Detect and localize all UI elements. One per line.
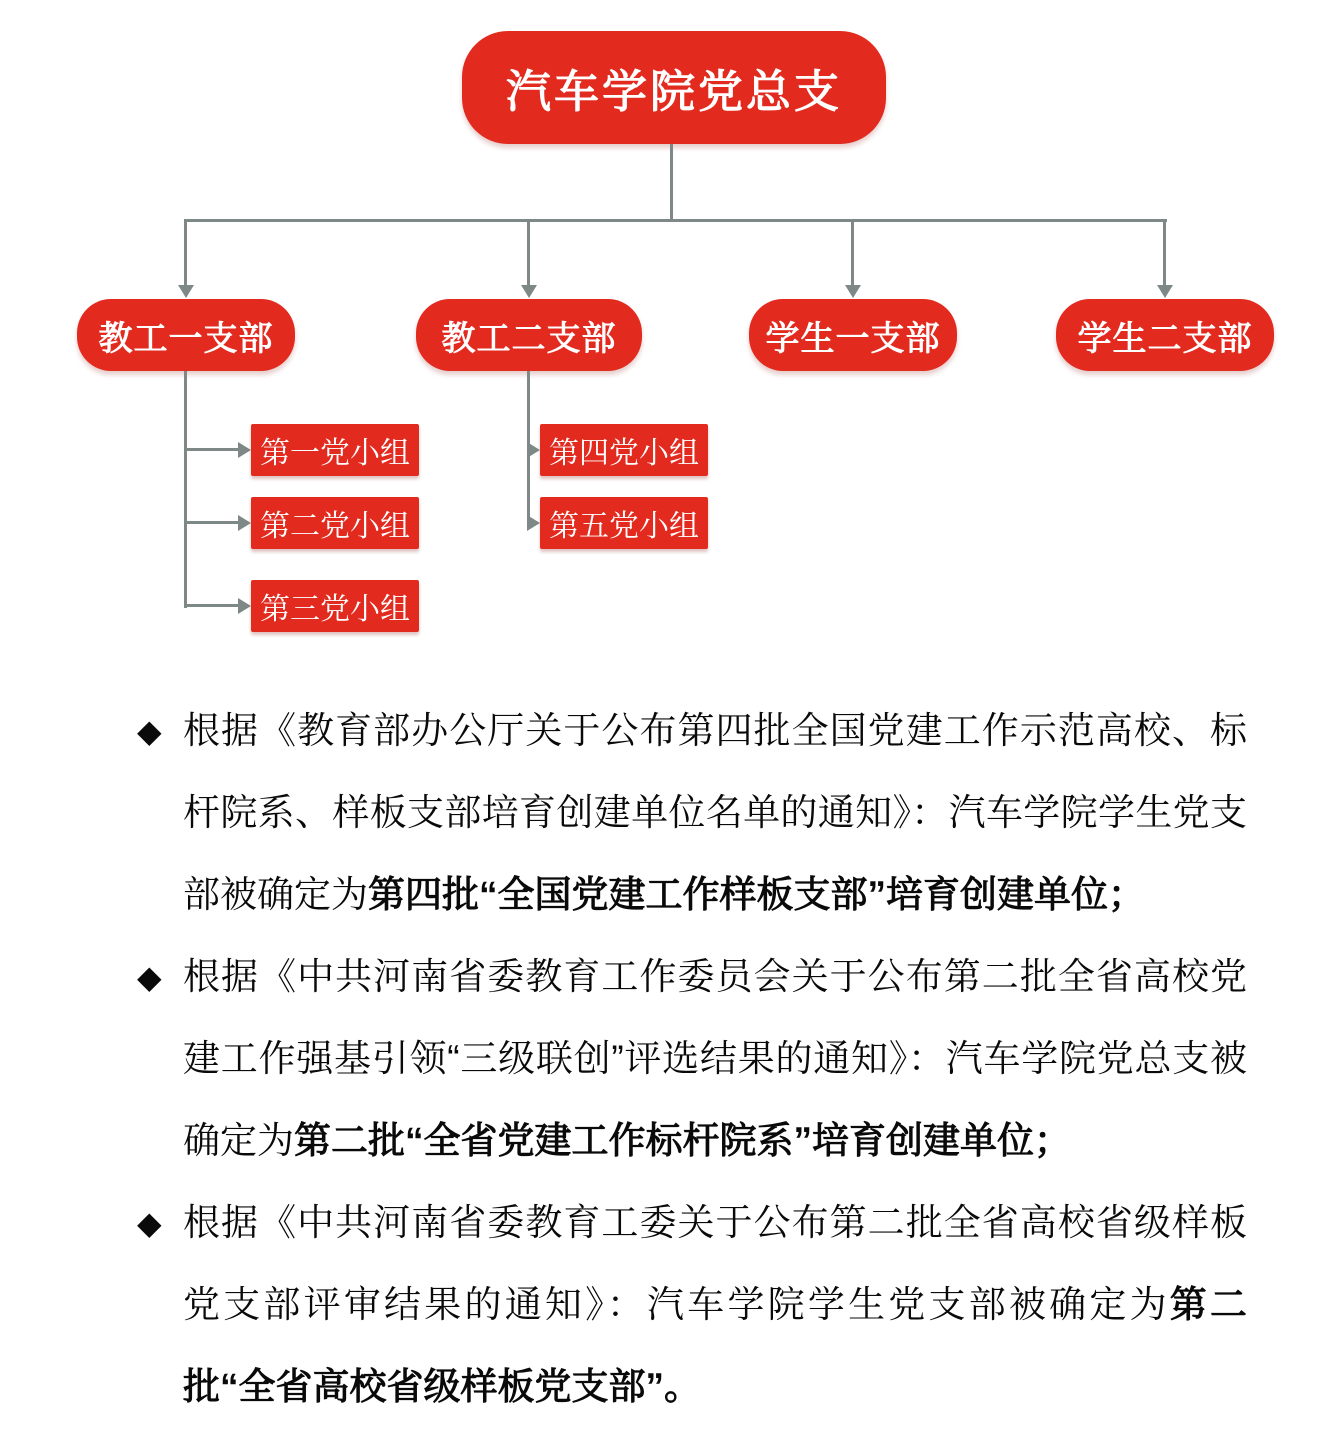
diamond-bullet-icon: ◆ [137,959,162,995]
connector-drop-2 [527,219,530,285]
org-node-branch-4-label: 学生二支部 [1077,319,1253,358]
org-node-branch-1 [77,299,295,371]
connector-branch1-spine [184,371,187,608]
org-node-branch-3 [749,299,957,371]
connector-drop-1 [184,219,187,285]
org-node-group-1 [251,424,419,476]
org-node-root-label: 汽车学院党总支 [505,66,842,117]
org-node-group-5 [540,497,708,549]
note-1-emphasis: 第四批“全国党建工作样板支部”培育创建单位； [368,874,1145,915]
org-node-branch-3-label: 学生一支部 [765,319,941,358]
notes-list [137,690,1247,1428]
note-3-emphasis: 第二批“全省高校省级样板党支部”。 [183,1284,1248,1407]
note-paragraph-2 [183,936,1247,1182]
org-node-group-2 [251,497,419,549]
connector-branch1-arm-2 [184,521,238,524]
connector-branch1-arm-3 [184,604,238,607]
note-2-text: 根据《中共河南省委教育工作委员会关于公布第二批全省高校党建工作强基引领“三级联创”评选结果的通知》：汽车学院党总支被确定为 [183,956,1247,1161]
connector-drop-4 [1163,219,1166,285]
org-node-branch-2-label: 教工二支部 [441,319,617,358]
connector-drop-3 [851,219,854,285]
diamond-bullet-icon: ◆ [137,1205,162,1241]
arrow-right-icon [238,442,251,458]
arrow-right-icon [527,515,540,531]
org-node-group-5-label: 第五党小组 [549,510,699,543]
connector-trunk [670,144,673,222]
org-node-group-4-label: 第四党小组 [549,437,699,470]
arrow-down-icon [178,285,194,298]
note-3-text: 根据《中共河南省委教育工委关于公布第二批全省高校省级样板党支部评审结果的通知》：汽车学院学生党支部被确定为 [183,1202,1247,1325]
arrow-down-icon [1157,285,1173,298]
org-node-group-2-label: 第二党小组 [260,510,410,543]
org-node-group-3-label: 第三党小组 [260,593,410,626]
diamond-bullet-icon: ◆ [137,713,162,749]
connector-branch1-arm-1 [184,448,238,451]
org-node-group-4 [540,424,708,476]
org-node-group-1-label: 第一党小组 [260,437,410,470]
org-node-branch-4 [1056,299,1274,371]
org-node-root [462,31,886,144]
arrow-right-icon [238,598,251,614]
note-1-text: 根据《教育部办公厅关于公布第四批全国党建工作示范高校、标杆院系、样板支部培育创建单位名单的通知》：汽车学院学生党支部被确定为 [183,710,1247,915]
org-chart [0,0,1334,660]
note-paragraph-3 [183,1182,1247,1428]
arrow-down-icon [845,285,861,298]
arrow-down-icon [521,285,537,298]
arrow-right-icon [527,442,540,458]
org-node-branch-2 [416,299,642,371]
connector-rail [184,219,1167,222]
org-node-branch-1-label: 教工一支部 [98,319,274,358]
note-paragraph-1 [183,690,1247,936]
list-item [137,1182,1247,1428]
list-item [137,936,1247,1182]
note-2-emphasis: 第二批“全省党建工作标杆院系”培育创建单位； [294,1120,1071,1161]
arrow-right-icon [238,515,251,531]
list-item [137,690,1247,936]
org-node-group-3 [251,580,419,632]
